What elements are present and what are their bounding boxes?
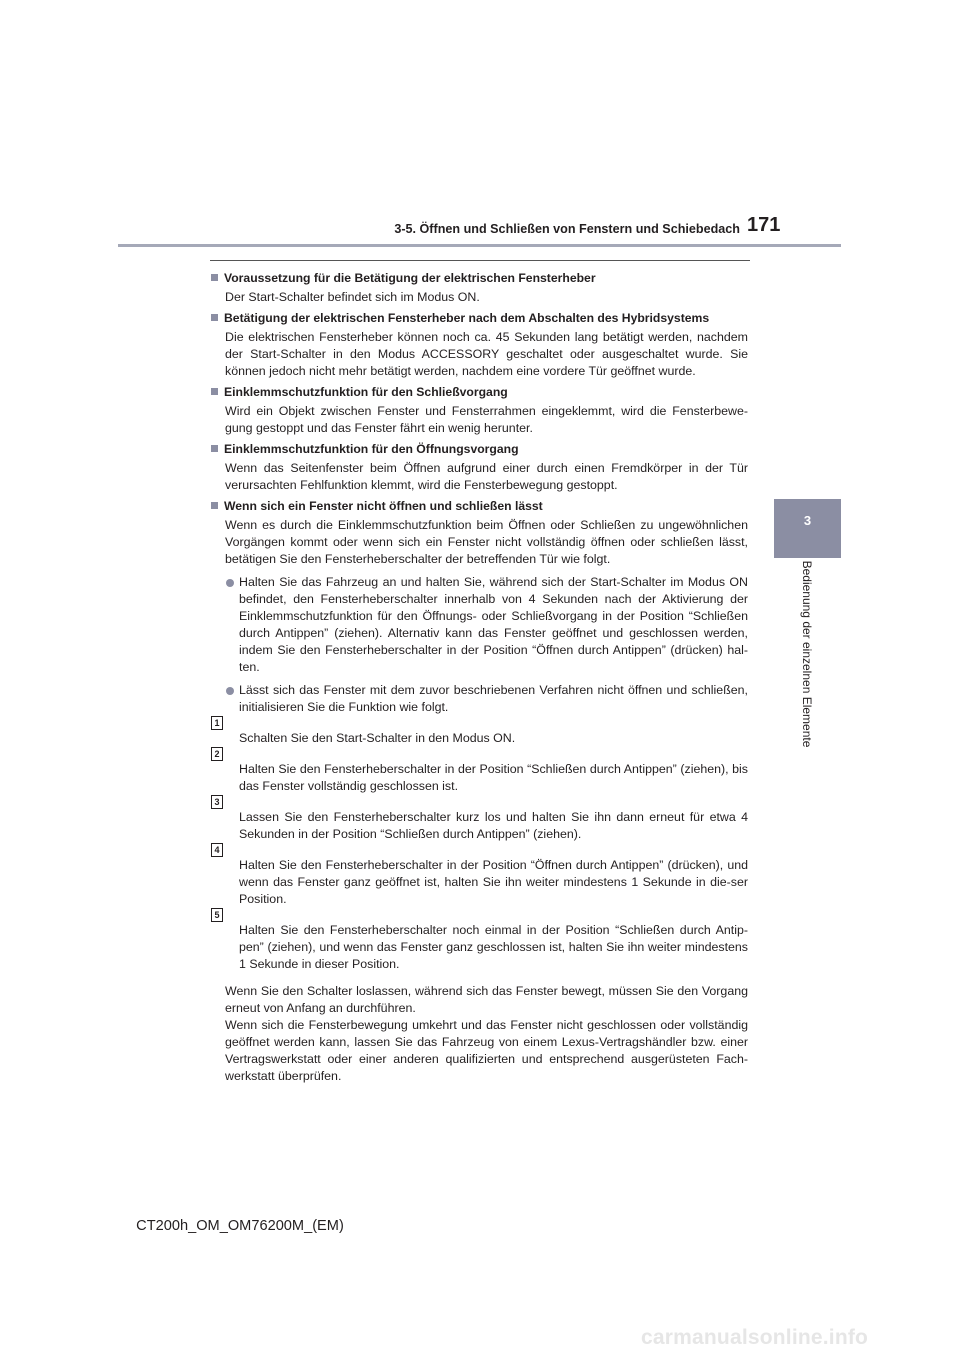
step-number-box: 3 (211, 795, 223, 809)
closing-line: Wenn sich die Fensterbewegung umkehrt und das Fenster nicht geschlossen oder vollständig geöffnet werden kann, lassen Sie das Fahrzeug von einem Lexus-Vertragshändler bzw. einer Vertragswerkstatt oder einer anderen qualifizierten und entsprechend ausgerüsteten Fach-werkstatt überprüfen. (225, 1018, 748, 1083)
header-rule (118, 244, 841, 247)
section-heading: Betätigung der elektrischen Fensterheber nach dem Abschalten des Hybridsystems (211, 310, 748, 327)
square-bullet-icon (211, 502, 218, 509)
section-heading: Voraussetzung für die Betätigung der elektrischen Fensterheber (211, 270, 748, 287)
closing-paragraph (225, 983, 748, 1085)
step-number-box: 2 (211, 747, 223, 761)
section-heading: Einklemmschutzfunktion für den Schließvorgang (211, 384, 748, 401)
step-number-box: 1 (211, 716, 223, 730)
content-top-rule (210, 260, 750, 261)
page-content (211, 270, 748, 1085)
step-item: 1 Schalten Sie den Start-Schalter in den Modus ON. (225, 730, 748, 747)
step-number-box: 4 (211, 843, 223, 857)
chapter-title: Bedienung der einzelnen Elemente (800, 560, 814, 748)
chapter-number: 3 (803, 513, 812, 528)
step-item: 2 Halten Sie den Fensterheberschalter in der Position “Schließen durch Antippen” (ziehen), bis das Fenster vollständig geschlossen ist. (225, 761, 748, 795)
document-code: CT200h_OM_OM76200M_(EM) (136, 1218, 344, 1234)
closing-line: Wenn Sie den Schalter loslassen, während sich das Fenster bewegt, müssen Sie den Vorgang erneut von Anfang an durchführen. (225, 984, 748, 1015)
page-number: 171 (747, 214, 781, 236)
section-text: Die elektrischen Fensterheber können noch ca. 45 Sekunden lang betätigt werden, nachdem der Start-Schalter in den Modus ACCESSORY geschaltet oder ausgeschaltet wurde. Sie können jedoch nicht mehr betätigt werden, nachdem eine vordere Tür geöffnet wurde. (225, 330, 748, 378)
section-text: Wird ein Objekt zwischen Fenster und Fensterrahmen eingeklemmt, wird die Fensterbewe-gung gestoppt und das Fenster fährt ein wenig herunter. (225, 404, 748, 435)
square-bullet-icon (211, 314, 218, 321)
round-bullet-icon (226, 687, 234, 695)
section-heading: Einklemmschutzfunktion für den Öffnungsvorgang (211, 441, 748, 458)
square-bullet-icon (211, 274, 218, 281)
chapter-tab (774, 499, 841, 558)
section-heading: Wenn sich ein Fenster nicht öffnen und schließen lässt (211, 498, 748, 515)
step-number-box: 5 (211, 908, 223, 922)
step-item: 3 Lassen Sie den Fensterheberschalter kurz los und halten Sie ihn dann erneut für etwa 4 Sekunden in der Position “Schließen durch Antippen” (ziehen). (225, 809, 748, 843)
bullet-item: Lässt sich das Fenster mit dem zuvor beschriebenen Verfahren nicht öffnen und schließen, initialisieren Sie die Funktion wie folgt. (225, 682, 748, 716)
step-item: 5 Halten Sie den Fensterheberschalter noch einmal in der Position “Schließen durch Antip-pen” (ziehen), und wenn das Fenster ganz geschlossen ist, halten Sie ihn weiter mindestens 1 Sekunde in dieser Position. (225, 922, 748, 973)
square-bullet-icon (211, 445, 218, 452)
section-text: Wenn das Seitenfenster beim Öffnen aufgrund einer durch einen Fremdkörper in der Tür verursachten Fehlfunktion klemmt, wird die Fensterbewegung gestoppt. (225, 461, 748, 492)
step-item: 4 Halten Sie den Fensterheberschalter in der Position “Öffnen durch Antippen” (drücken), und wenn das Fenster ganz geöffnet ist, halten Sie ihn weiter mindestens 1 Sekunde in die-ser Position. (225, 857, 748, 908)
watermark-logo: carmanualsonline.info (641, 1326, 869, 1349)
square-bullet-icon (211, 388, 218, 395)
round-bullet-icon (226, 579, 234, 587)
bullet-item: Halten Sie das Fahrzeug an und halten Sie, während sich der Start-Schalter im Modus ON befindet, den Fensterheberschalter innerhalb von 4 Sekunden nach der Aktivierung der Einklemmschutzfunktion für den Öffnungs- oder Schließvorgang in der Position “Schließen durch Antippen” (ziehen). Alternativ kann das Fenster geöffnet und geschlossen werden, indem Sie den Fensterheberschalter in der Position “Öffnen durch Antippen” (drücken) hal-ten. (225, 574, 748, 676)
section-text: Der Start-Schalter befindet sich im Modus ON. (225, 290, 480, 304)
section-text: Wenn es durch die Einklemmschutzfunktion beim Öffnen oder Schließen zu ungewöhnlichen Vorgängen kommt oder wenn sich ein Fenster nicht vollständig öffnen oder schließen lässt, betätigen Sie den Fensterheberschalter der betreffenden Tür wie folgt. (225, 518, 748, 566)
section-title: 3-5. Öffnen und Schließen von Fenstern und Schiebedach (394, 222, 740, 236)
